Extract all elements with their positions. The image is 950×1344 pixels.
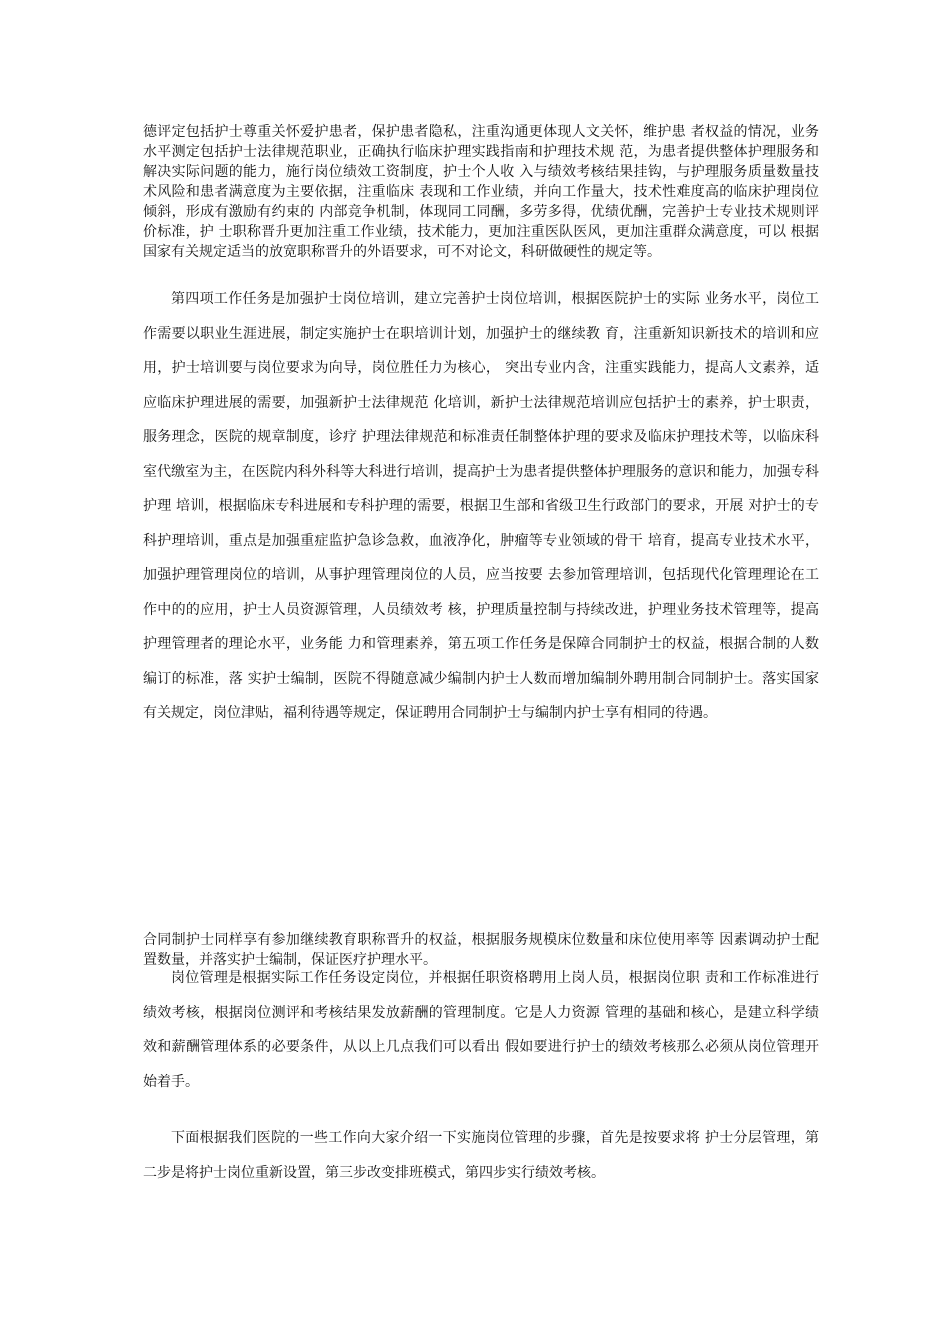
paragraph-training: 第四项工作任务是加强护士岗位培训，建立完善护士岗位培训，根据医院护士的实际 业务水平，岗位工作需要以职业生涯进展，制定实施护士在职培训计划，加强护士的继续教 育，注重新知识新技术的培训和应用，护士培训要与岗位要求为向导，岗位胜任力为核心， 突出专业内含，注重实践能力，提高人文素养，适应临床护理进展的需要，加强新护士法律规范 化培训，新护士法律规范培训应包括护士的素养，护士职责，服务理念，医院的规章制度，诊疗 护理法律规范和标准责任制整体护理的要求及临床护理技术等，以临床科室代缴室为主，在医院内科外科等大科进行培训，提高护士为患者提供整体护理服务的意识和能力，加强专科护理 培训，根据临床专科进展和专科护理的需要，根据卫生部和省级卫生行政部门的要求，开展 对护士的专科护理培训，重点是加强重症监护急诊急救，血液净化，肿瘤等专业领域的骨干 培育，提高专业技术水平，加强护理管理岗位的培训，从事护理管理岗位的人员，应当按要 去参加管理培训，包括现代化管理理论在工作中的的应用，护士人员资源管理，人员绩效考 核，护理质量控制与持续改进，护理业务技术管理等，提高护理管理者的理论水平，业务能 力和管理素养，第五项工作任务是保障合同制护士的权益，根据合制的人数编订的标准，落 实护士编制，医院不得随意减少编制内护士人数而增加编制外聘用制合同制护士。落实国家 有关规定，岗位津贴，福利待遇等规定，保证聘用合同制护士与编制内护士享有相同的待遇。 (143, 291, 819, 721)
paragraph-steps: 下面根据我们医院的一些工作向大家介绍一下实施岗位管理的步骤，首先是按要求将 护士分层管理，第二步是将护士岗位重新设置，第三步改变排班模式，第四步实行绩效考核。 (143, 1130, 819, 1181)
paragraph-post-management: 岗位管理是根据实际工作任务设定岗位，并根据任职资格聘用上岗人员，根据岗位职 责和工作标准进行绩效考核，根据岗位测评和考核结果发放薪酬的管理制度。它是人力资源 管理的基础和核心，是建立科学绩效和薪酬管理体系的必要条件，从以上几点我们可以看出 假如要进行护士的绩效考核那么必须从岗位管理开始着手。 (143, 970, 819, 1090)
paragraph-evaluation: 德评定包括护士尊重关怀爱护患者，保护患者隐私，注重沟通更体现人文关怀，维护患 者权益的情况，业务水平测定包括护士法律规范职业，正确执行临床护理实践指南和护理技术规 范，为患者提供整体护理服务和解决实际问题的能力，施行岗位绩效工资制度，护士个人收 入与绩效考核结果挂钩，与护理服务质量数量技术风险和患者满意度为主要依据，注重临床 表现和工作业绩，并向工作量大，技术性难度高的临床护理岗位倾斜，形成有激励有约束的 内部竞争机制，体现同工同酬，多劳多得，优绩优酬，完善护士专业技术规则评价标准，护 士职称晋升更加注重工作业绩，技术能力，更加注重医队医风，更加注重群众满意度，可以 根据国家有关规定适当的放宽职称晋升的外语要求，可不对论文，科研做硬性的规定等。 (143, 124, 819, 260)
paragraph-contract-nurses: 合同制护士同样享有参加继续教育职称晋升的权益，根据服务规模床位数量和床位使用率等 因素调动护士配置数量，并落实护士编制，保证医疗护理水平。 (143, 932, 819, 968)
